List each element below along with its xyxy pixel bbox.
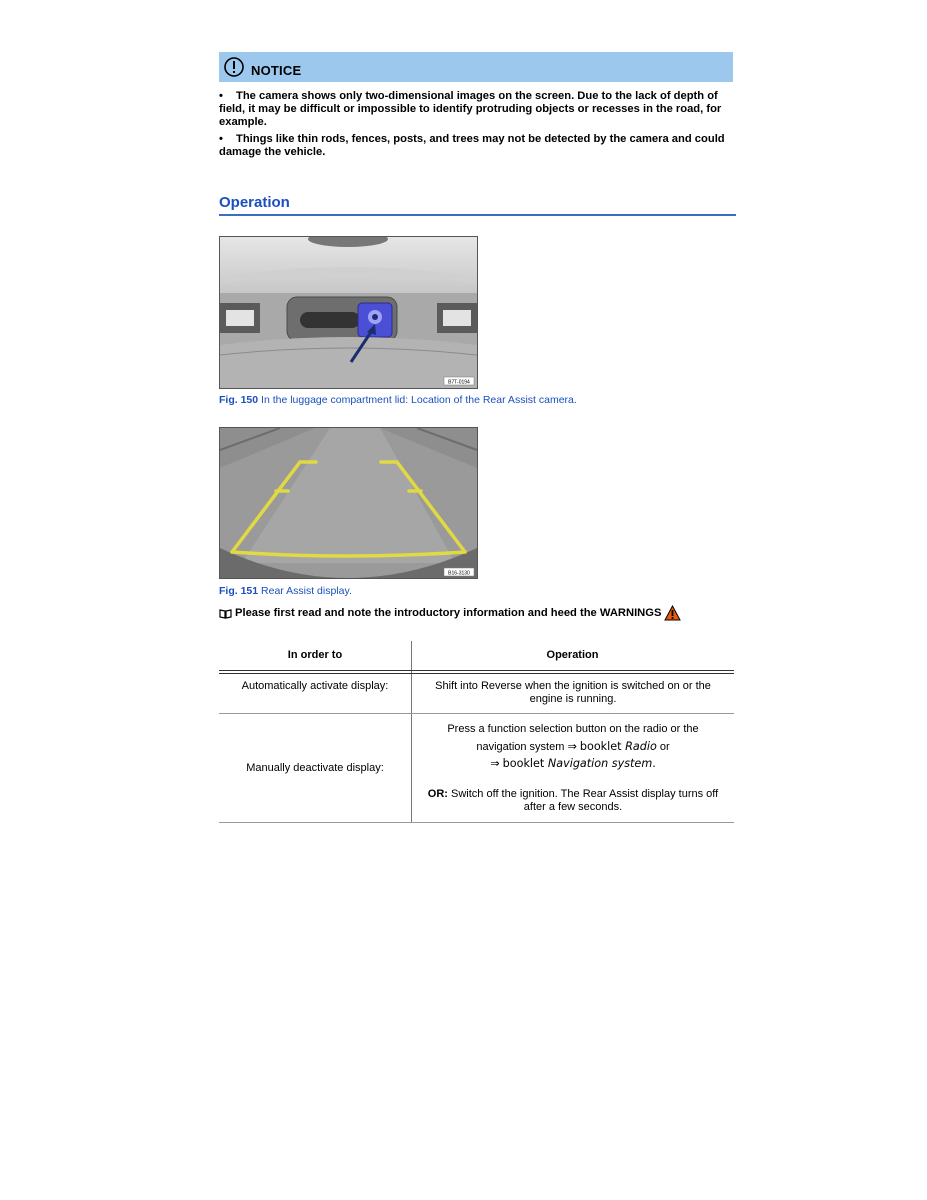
rear-camera-location-image: [219, 236, 478, 389]
notice-item: • Things like thin rods, fences, posts, and trees may not be detected by the camera and could damage the vehicle.: [219, 133, 725, 158]
table-cell-operation-line: Press a function selection button on the radio or the: [447, 723, 699, 735]
table-cell-operation: Shift into Reverse when the ignition is switched on or the engine is running.: [435, 680, 711, 705]
booklet-reference[interactable]: booklet Navigation system: [502, 757, 653, 770]
book-icon: [219, 608, 232, 619]
warning-triangle-icon: [664, 605, 681, 621]
bullet: •: [219, 133, 223, 145]
table-cell-operation-line: OR: Switch off the ignition. The Rear Assist display turns off after a few seconds.: [427, 788, 719, 813]
intro-note: [219, 605, 681, 621]
table-cell-action: Manually deactivate display:: [246, 762, 384, 774]
figure-code: B16-3130: [448, 570, 470, 577]
table-cell-operation-line: ⇒ booklet Navigation system.: [490, 757, 656, 770]
table-header-operation: Operation: [546, 649, 599, 661]
table-column-divider: [411, 641, 412, 822]
table-header-rule: [219, 670, 734, 674]
table-row-divider: [219, 713, 734, 714]
notice-header: [219, 52, 733, 82]
figure-number: Fig. 151: [219, 585, 259, 597]
figure-caption-text: Rear Assist display.: [261, 585, 352, 597]
exclamation-circle-icon: [223, 56, 245, 78]
figure-caption-text: In the luggage compartment lid: Location of the Rear Assist camera.: [261, 394, 577, 406]
notice-title: NOTICE: [251, 62, 302, 78]
figure-code: B7T-0194: [448, 379, 470, 386]
figure-number: Fig. 150: [219, 394, 259, 406]
notice-item: • The camera shows only two-dimensional images on the screen. Due to the lack of depth of field, it may be difficult or impossible to identify protruding objects or recesses in the road, for example.: [219, 90, 722, 128]
section-title: Operation: [219, 194, 736, 216]
table-cell-action: Automatically activate display:: [241, 680, 389, 692]
figure-caption: [219, 585, 352, 597]
table-cell-operation-line: navigation system ⇒ booklet Radio or: [476, 740, 670, 753]
rear-assist-display-image: [219, 427, 478, 579]
table-bottom-rule: [219, 822, 734, 823]
bullet: •: [219, 90, 223, 102]
figure-caption: [219, 394, 577, 406]
intro-text: Please first read and note the introductory information and heed the WARNINGS: [235, 607, 662, 619]
booklet-reference[interactable]: booklet Radio: [579, 740, 657, 753]
table-header-purpose: In order to: [287, 649, 343, 661]
